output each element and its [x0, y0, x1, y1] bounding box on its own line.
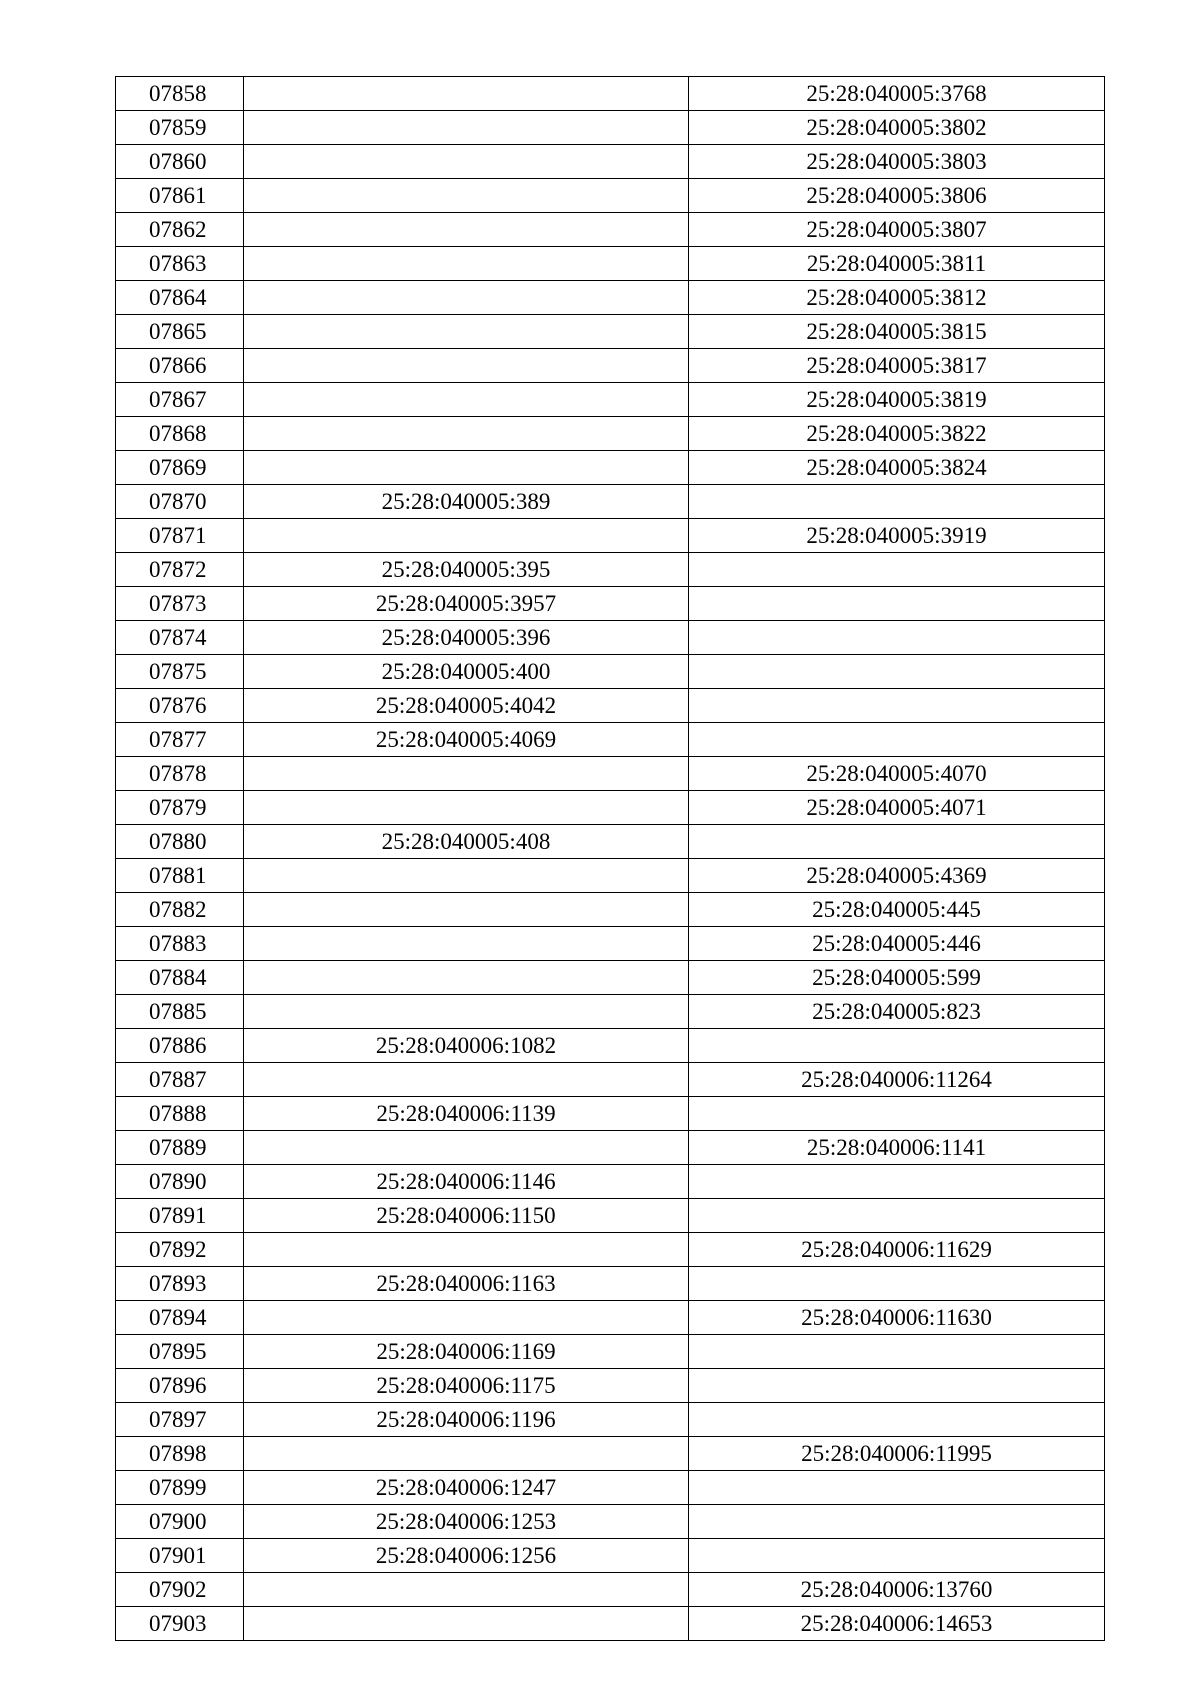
table-row	[116, 927, 1105, 961]
row-number-cell: 07902	[116, 1573, 244, 1607]
cadastral-number-cell-b	[689, 621, 1105, 655]
table-row	[116, 1471, 1105, 1505]
table-row	[116, 1437, 1105, 1471]
cadastral-number-cell-b: 25:28:040005:4369	[689, 859, 1105, 893]
cadastral-number-cell-a: 25:28:040005:396	[244, 621, 689, 655]
cadastral-number-cell-b	[689, 1471, 1105, 1505]
cadastral-number-cell-b: 25:28:040006:11995	[689, 1437, 1105, 1471]
row-number-cell: 07894	[116, 1301, 244, 1335]
table-row	[116, 383, 1105, 417]
cadastral-number-cell-b	[689, 1335, 1105, 1369]
row-number-cell: 07877	[116, 723, 244, 757]
table-row	[116, 791, 1105, 825]
cadastral-number-cell-a	[244, 417, 689, 451]
row-number-cell: 07900	[116, 1505, 244, 1539]
cadastral-number-cell-b	[689, 825, 1105, 859]
row-number-cell: 07884	[116, 961, 244, 995]
row-number-cell: 07863	[116, 247, 244, 281]
table-row	[116, 77, 1105, 111]
cadastral-number-cell-a	[244, 893, 689, 927]
cadastral-number-cell-a	[244, 859, 689, 893]
table-row	[116, 213, 1105, 247]
cadastral-number-cell-b: 25:28:040006:14653	[689, 1607, 1105, 1641]
row-number-cell: 07875	[116, 655, 244, 689]
row-number-cell: 07858	[116, 77, 244, 111]
row-number-cell: 07895	[116, 1335, 244, 1369]
table-row	[116, 519, 1105, 553]
table-row	[116, 349, 1105, 383]
cadastral-number-cell-a: 25:28:040005:395	[244, 553, 689, 587]
cadastral-number-cell-b	[689, 1369, 1105, 1403]
cadastral-number-cell-a: 25:28:040006:1150	[244, 1199, 689, 1233]
cadastral-number-cell-b	[689, 655, 1105, 689]
cadastral-number-cell-a	[244, 961, 689, 995]
cadastral-number-cell-b: 25:28:040005:3768	[689, 77, 1105, 111]
cadastral-number-cell-a	[244, 179, 689, 213]
table-row	[116, 145, 1105, 179]
cadastral-number-cell-a: 25:28:040005:3957	[244, 587, 689, 621]
cadastral-number-cell-b: 25:28:040005:3803	[689, 145, 1105, 179]
row-number-cell: 07893	[116, 1267, 244, 1301]
row-number-cell: 07903	[116, 1607, 244, 1641]
cadastral-number-cell-a: 25:28:040006:1247	[244, 1471, 689, 1505]
table-row	[116, 587, 1105, 621]
cadastral-number-cell-b	[689, 1199, 1105, 1233]
row-number-cell: 07870	[116, 485, 244, 519]
cadastral-number-cell-a	[244, 281, 689, 315]
cadastral-number-cell-a	[244, 111, 689, 145]
cadastral-number-cell-a	[244, 213, 689, 247]
row-number-cell: 07868	[116, 417, 244, 451]
row-number-cell: 07865	[116, 315, 244, 349]
row-number-cell: 07891	[116, 1199, 244, 1233]
cadastral-number-cell-b: 25:28:040006:1141	[689, 1131, 1105, 1165]
table-row	[116, 111, 1105, 145]
cadastral-number-cell-a	[244, 1063, 689, 1097]
cadastral-number-cell-b	[689, 1097, 1105, 1131]
cadastral-number-cell-a: 25:28:040006:1175	[244, 1369, 689, 1403]
row-number-cell: 07860	[116, 145, 244, 179]
table-row	[116, 1301, 1105, 1335]
row-number-cell: 07867	[116, 383, 244, 417]
cadastral-number-cell-a	[244, 1573, 689, 1607]
cadastral-number-cell-b: 25:28:040005:3811	[689, 247, 1105, 281]
row-number-cell: 07896	[116, 1369, 244, 1403]
table-row	[116, 689, 1105, 723]
table-row	[116, 417, 1105, 451]
table-row	[116, 723, 1105, 757]
cadastral-number-cell-b: 25:28:040005:4070	[689, 757, 1105, 791]
table-row	[116, 757, 1105, 791]
table-row	[116, 247, 1105, 281]
table-row	[116, 1233, 1105, 1267]
table-row	[116, 995, 1105, 1029]
cadastral-number-cell-a	[244, 349, 689, 383]
row-number-cell: 07892	[116, 1233, 244, 1267]
row-number-cell: 07888	[116, 1097, 244, 1131]
row-number-cell: 07871	[116, 519, 244, 553]
row-number-cell: 07880	[116, 825, 244, 859]
row-number-cell: 07862	[116, 213, 244, 247]
table-row	[116, 179, 1105, 213]
cadastral-number-cell-b: 25:28:040005:3812	[689, 281, 1105, 315]
cadastral-number-cell-b	[689, 587, 1105, 621]
row-number-cell: 07882	[116, 893, 244, 927]
row-number-cell: 07885	[116, 995, 244, 1029]
row-number-cell: 07881	[116, 859, 244, 893]
cadastral-number-cell-a: 25:28:040006:1169	[244, 1335, 689, 1369]
cadastral-number-cell-a	[244, 247, 689, 281]
cadastral-number-cell-b: 25:28:040005:445	[689, 893, 1105, 927]
cadastral-number-cell-b	[689, 1505, 1105, 1539]
cadastral-number-cell-b: 25:28:040005:3817	[689, 349, 1105, 383]
row-number-cell: 07898	[116, 1437, 244, 1471]
table-row	[116, 655, 1105, 689]
table-row	[116, 961, 1105, 995]
cadastral-number-cell-a: 25:28:040005:400	[244, 655, 689, 689]
cadastral-number-cell-b: 25:28:040005:3824	[689, 451, 1105, 485]
cadastral-number-cell-a	[244, 1131, 689, 1165]
table-row	[116, 1199, 1105, 1233]
cadastral-number-cell-b: 25:28:040005:3807	[689, 213, 1105, 247]
cadastral-number-cell-a: 25:28:040006:1082	[244, 1029, 689, 1063]
cadastral-number-cell-b: 25:28:040005:446	[689, 927, 1105, 961]
table-row	[116, 1403, 1105, 1437]
cadastral-number-cell-a	[244, 1233, 689, 1267]
cadastral-number-cell-a: 25:28:040006:1146	[244, 1165, 689, 1199]
cadastral-number-cell-a	[244, 383, 689, 417]
table-row	[116, 451, 1105, 485]
cadastral-number-cell-a: 25:28:040006:1253	[244, 1505, 689, 1539]
table-row	[116, 859, 1105, 893]
table-row	[116, 1063, 1105, 1097]
table-body	[116, 77, 1105, 1641]
table-row	[116, 1505, 1105, 1539]
row-number-cell: 07861	[116, 179, 244, 213]
table-row	[116, 315, 1105, 349]
table-row	[116, 485, 1105, 519]
cadastral-number-cell-a	[244, 77, 689, 111]
table-row	[116, 1267, 1105, 1301]
table-row	[116, 1573, 1105, 1607]
cadastral-number-cell-a	[244, 1437, 689, 1471]
row-number-cell: 07873	[116, 587, 244, 621]
cadastral-number-cell-a: 25:28:040005:4042	[244, 689, 689, 723]
cadastral-number-cell-b	[689, 1403, 1105, 1437]
cadastral-number-cell-a	[244, 927, 689, 961]
cadastral-number-cell-a: 25:28:040006:1196	[244, 1403, 689, 1437]
table-row	[116, 281, 1105, 315]
cadastral-number-cell-b	[689, 485, 1105, 519]
cadastral-number-cell-a	[244, 757, 689, 791]
cadastral-number-cell-a: 25:28:040006:1256	[244, 1539, 689, 1573]
table-row	[116, 1029, 1105, 1063]
cadastral-number-cell-b: 25:28:040006:11264	[689, 1063, 1105, 1097]
row-number-cell: 07897	[116, 1403, 244, 1437]
cadastral-number-table	[115, 76, 1105, 1641]
table-row	[116, 1607, 1105, 1641]
cadastral-number-cell-b	[689, 1267, 1105, 1301]
cadastral-number-cell-b: 25:28:040006:11630	[689, 1301, 1105, 1335]
row-number-cell: 07864	[116, 281, 244, 315]
cadastral-number-cell-a	[244, 1607, 689, 1641]
cadastral-number-cell-a: 25:28:040005:4069	[244, 723, 689, 757]
row-number-cell: 07866	[116, 349, 244, 383]
cadastral-number-cell-b	[689, 689, 1105, 723]
cadastral-number-cell-a: 25:28:040006:1139	[244, 1097, 689, 1131]
row-number-cell: 07890	[116, 1165, 244, 1199]
table-row	[116, 1369, 1105, 1403]
table-row	[116, 1539, 1105, 1573]
row-number-cell: 07872	[116, 553, 244, 587]
cadastral-number-cell-b: 25:28:040005:3822	[689, 417, 1105, 451]
row-number-cell: 07879	[116, 791, 244, 825]
row-number-cell: 07876	[116, 689, 244, 723]
row-number-cell: 07889	[116, 1131, 244, 1165]
table-row	[116, 1131, 1105, 1165]
table-row	[116, 621, 1105, 655]
row-number-cell: 07883	[116, 927, 244, 961]
cadastral-number-cell-b: 25:28:040005:3815	[689, 315, 1105, 349]
cadastral-number-cell-b: 25:28:040005:3819	[689, 383, 1105, 417]
cadastral-number-cell-a: 25:28:040005:408	[244, 825, 689, 859]
cadastral-number-cell-b: 25:28:040006:13760	[689, 1573, 1105, 1607]
cadastral-number-cell-b	[689, 1165, 1105, 1199]
cadastral-number-cell-a	[244, 519, 689, 553]
cadastral-number-cell-a	[244, 315, 689, 349]
table-row	[116, 1165, 1105, 1199]
row-number-cell: 07869	[116, 451, 244, 485]
table-row	[116, 553, 1105, 587]
cadastral-number-cell-b	[689, 1539, 1105, 1573]
row-number-cell: 07901	[116, 1539, 244, 1573]
cadastral-number-cell-b: 25:28:040005:4071	[689, 791, 1105, 825]
cadastral-number-cell-b	[689, 723, 1105, 757]
cadastral-number-cell-a: 25:28:040005:389	[244, 485, 689, 519]
row-number-cell: 07887	[116, 1063, 244, 1097]
cadastral-number-cell-b: 25:28:040006:11629	[689, 1233, 1105, 1267]
row-number-cell: 07859	[116, 111, 244, 145]
row-number-cell: 07899	[116, 1471, 244, 1505]
row-number-cell: 07874	[116, 621, 244, 655]
cadastral-number-cell-a: 25:28:040006:1163	[244, 1267, 689, 1301]
cadastral-number-cell-a	[244, 451, 689, 485]
cadastral-number-cell-b: 25:28:040005:3802	[689, 111, 1105, 145]
cadastral-number-cell-b	[689, 553, 1105, 587]
table-row	[116, 1335, 1105, 1369]
table-row	[116, 893, 1105, 927]
cadastral-number-cell-b: 25:28:040005:3806	[689, 179, 1105, 213]
cadastral-number-cell-b: 25:28:040005:823	[689, 995, 1105, 1029]
cadastral-number-cell-b	[689, 1029, 1105, 1063]
table-row	[116, 1097, 1105, 1131]
cadastral-number-cell-a	[244, 791, 689, 825]
cadastral-number-cell-a	[244, 995, 689, 1029]
cadastral-number-cell-b: 25:28:040005:599	[689, 961, 1105, 995]
row-number-cell: 07886	[116, 1029, 244, 1063]
table-row	[116, 825, 1105, 859]
cadastral-number-cell-b: 25:28:040005:3919	[689, 519, 1105, 553]
cadastral-number-cell-a	[244, 145, 689, 179]
row-number-cell: 07878	[116, 757, 244, 791]
cadastral-number-cell-a	[244, 1301, 689, 1335]
